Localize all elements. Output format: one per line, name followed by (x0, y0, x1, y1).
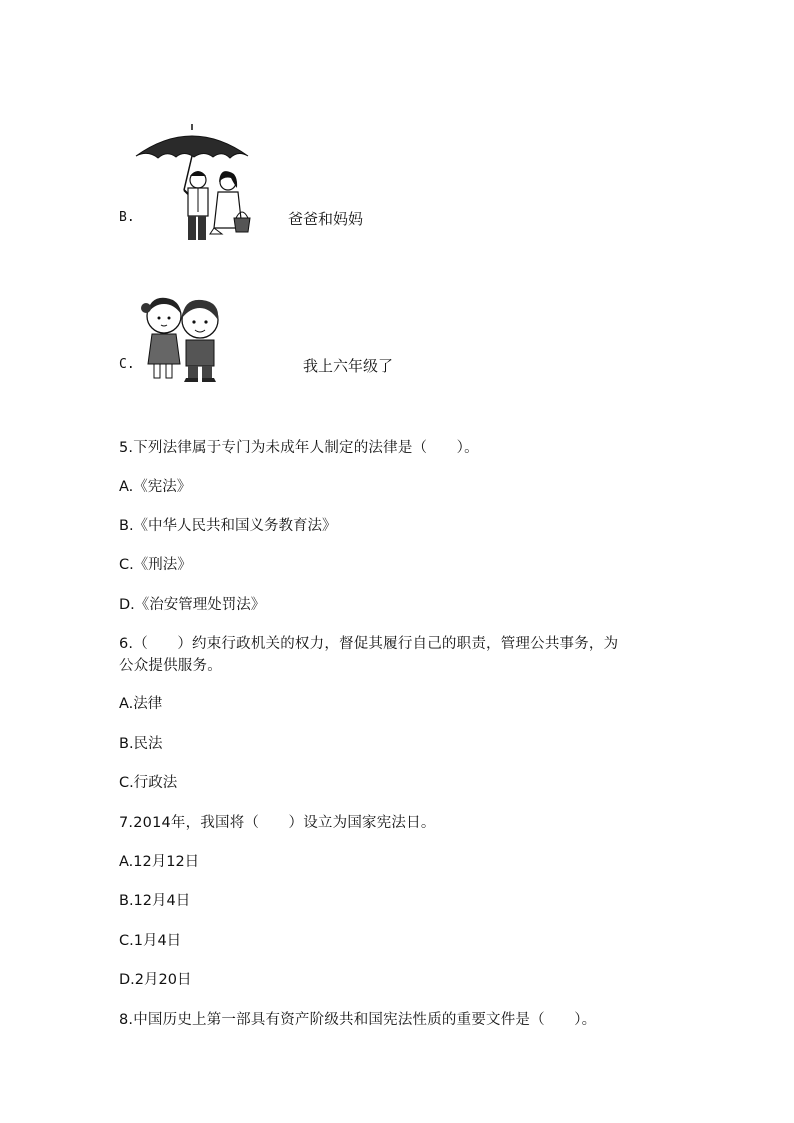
question-5-option-d: D.《治安管理处罚法》 (119, 597, 266, 613)
question-5-option-a: A.《宪法》 (119, 479, 192, 495)
question-7-option-d: D.2月20日 (119, 972, 192, 988)
option-b-letter: B. (119, 210, 135, 225)
question-6-option-b: B.民法 (119, 736, 163, 752)
children-illustration (138, 290, 228, 386)
option-c-letter: C. (119, 357, 135, 372)
option-b-caption: 爸爸和妈妈 (288, 210, 364, 228)
question-6-option-a: A.法律 (119, 696, 163, 712)
option-c-caption: 我上六年级了 (303, 357, 394, 375)
question-7-option-b: B.12月4日 (119, 893, 191, 909)
question-7-option-c: C.1月4日 (119, 933, 182, 949)
question-6-stem-line2: 公众提供服务。 (119, 658, 222, 674)
question-7-stem: 7.2014年，我国将（ ）设立为国家宪法日。 (119, 815, 436, 831)
question-5-stem: 5.下列法律属于专门为未成年人制定的法律是（ ）。 (119, 440, 479, 456)
question-5-option-c: C.《刑法》 (119, 557, 192, 573)
question-8-stem: 8.中国历史上第一部具有资产阶级共和国宪法性质的重要文件是（ ）。 (119, 1012, 597, 1028)
question-5-option-b: B.《中华人民共和国义务教育法》 (119, 518, 337, 534)
question-7-option-a: A.12月12日 (119, 854, 200, 870)
parents-umbrella-illustration (134, 122, 252, 246)
question-6-option-c: C.行政法 (119, 775, 178, 791)
question-6-stem-line1: 6.（ ）约束行政机关的权力，督促其履行自己的职责，管理公共事务，为 (119, 636, 619, 652)
